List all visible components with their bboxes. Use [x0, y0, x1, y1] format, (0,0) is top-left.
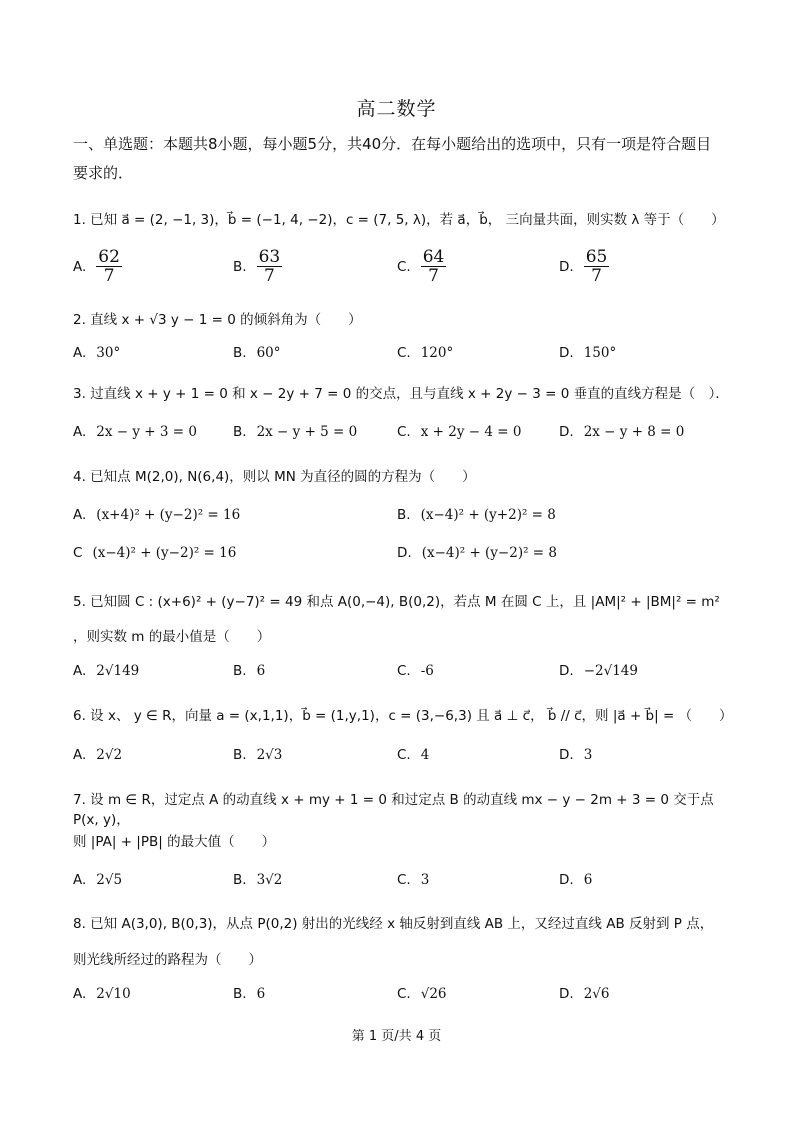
- option-d: D. −2√149: [559, 663, 638, 679]
- option-d: D. 3: [559, 747, 593, 763]
- question-7-stem-line1: 7. 设 m ∈ R，过定点 A 的动直线 x + my + 1 = 0 和过定点 B 的动直线 mx − y − 2m + 3 = 0 交于点 P(x, y)，: [73, 792, 714, 828]
- option-b: B. 60°: [233, 345, 281, 361]
- option-a: A. 30°: [73, 345, 121, 361]
- option-a: A. 2√5: [73, 872, 123, 888]
- option-d: D. 2x − y + 8 = 0: [559, 424, 685, 440]
- fraction: $\frac{62}{7}$: [98, 247, 120, 286]
- option-c: C. 120°: [397, 345, 454, 361]
- question-4-stem: 4. 已知点 M(2,0), N(6,4)，则以 MN 为直径的圆的方程为（ ）: [73, 469, 476, 485]
- option-c: C. $\frac{64}{7}$: [397, 247, 445, 286]
- option-c: C (x−4)² + (y−2)² = 16: [73, 545, 237, 561]
- option-a: A. 2√10: [73, 986, 131, 1002]
- question-5-stem-line1: 5. 已知圆 C : (x+6)² + (y−7)² = 49 和点 A(0,−4), B(0,2)，若点 M 在圆 C 上，且 |AM|² + |BM|² = m²: [73, 594, 720, 610]
- option-a: A. 2x − y + 3 = 0: [73, 424, 197, 440]
- section-header: 一、单选题：本题共8小题，每小题5分，共40分．在每小题给出的选项中，只有一项是符合题目要求的．: [73, 135, 712, 182]
- option-c: C. x + 2y − 4 = 0: [397, 424, 522, 440]
- option-b: B. $\frac{63}{7}$: [233, 247, 281, 286]
- option-d: D. $\frac{65}{7}$: [559, 247, 608, 286]
- option-a: A. $\frac{62}{7}$: [73, 247, 120, 286]
- option-b: B. 6: [233, 663, 266, 679]
- option-b: B. 6: [233, 986, 266, 1002]
- option-c: C. √26: [397, 986, 447, 1002]
- question-8-stem-line2: 则光线所经过的路程为（ ）: [73, 952, 262, 968]
- page-footer: 第 1 页/共 4 页: [351, 1029, 442, 1044]
- option-b: B. 3√2: [233, 872, 283, 888]
- option-c: C. 3: [397, 872, 430, 888]
- option-b: B. 2√3: [233, 747, 283, 763]
- fraction: $\frac{63}{7}$: [258, 247, 281, 286]
- option-d: D. 2√6: [559, 986, 610, 1002]
- option-d: D. (x−4)² + (y−2)² = 8: [397, 545, 557, 561]
- question-5-stem-line2: ，则实数 m 的最小值是（ ）: [73, 629, 271, 645]
- question-2-stem: 2. 直线 x + √3 y − 1 = 0 的倾斜角为（ ）: [73, 312, 362, 328]
- fraction: $\frac{65}{7}$: [585, 247, 608, 286]
- option-b: B. 2x − y + 5 = 0: [233, 424, 358, 440]
- option-d: D. 6: [559, 872, 593, 888]
- question-8-stem-line1: 8. 已知 A(3,0), B(0,3)，从点 P(0,2) 射出的光线经 x 轴反射到直线 AB 上，又经过直线 AB 反射到 P 点，: [73, 916, 714, 932]
- option-a: A. 2√2: [73, 747, 123, 763]
- page-title: 高二数学: [356, 98, 437, 120]
- option-b: B. (x−4)² + (y+2)² = 8: [397, 507, 556, 523]
- fraction: $\frac{64}{7}$: [422, 247, 445, 286]
- option-c: C. 4: [397, 747, 430, 763]
- question-3-stem: 3. 过直线 x + y + 1 = 0 和 x − 2y + 7 = 0 的交点，且与直线 x + 2y − 3 = 0 垂直的直线方程是（ ）．: [73, 386, 729, 402]
- question-6-stem: 6. 设 x、 y ∈ R，向量 a = (x,1,1)，b⃗ = (1,y,1)，c = (3,−6,3) 且 a⃗ ⊥ c⃗， b⃗ // c⃗，则 |a⃗ + b⃗| = （ ）: [73, 708, 733, 724]
- question-7-stem-line2: 则 |PA| + |PB| 的最大值（ ）: [73, 834, 276, 850]
- option-c: C. -6: [397, 663, 434, 679]
- question-1-stem: 1. 已知 a⃗ = (2, −1, 3)，b⃗ = (−1, 4, −2)，c = (7, 5, λ)，若 a⃗，b⃗， 三向量共面，则实数 λ 等于（ ）: [73, 212, 725, 228]
- option-a: A. (x+4)² + (y−2)² = 16: [73, 507, 241, 523]
- option-a: A. 2√149: [73, 663, 140, 679]
- option-d: D. 150°: [559, 345, 617, 361]
